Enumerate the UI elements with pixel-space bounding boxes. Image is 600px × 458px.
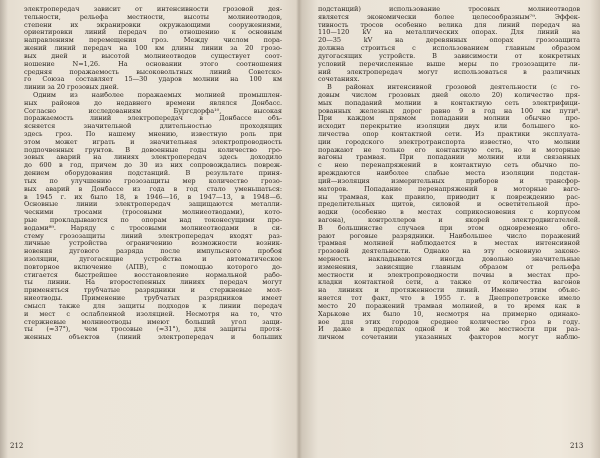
text-line: пределительных щитов, силовой и осветительной про- (318, 201, 580, 209)
left-page-text (24, 6, 282, 342)
text-line: няется тот факт, что в 1955 г. в Днепропетровске имело (318, 295, 580, 303)
text-line: зовых аварий на линиях электропередач здесь доходило (24, 154, 282, 162)
text-line: мых попаданий молнии в контактную сеть электрифици- (318, 99, 580, 107)
text-line: жений линий передач на 100 км длины линии за 20 грозо- (24, 45, 282, 53)
text-line: исходит перекрытие изоляции двух или большего ко- (318, 123, 580, 131)
text-line: тивность тросов особенно велика для линий передач на (318, 21, 580, 29)
text-line: вых дней и высотой молниеотводов существует соот- (24, 52, 282, 60)
text-line: подпочвенных грунтов. В довоенные годы количество гро- (24, 146, 282, 154)
text-line: 110—120 kV на металлических опорах. Для линий на (318, 29, 580, 37)
text-line: новения дугового разряда после импульсного пробоя (24, 248, 282, 256)
text-line: тых по улучшению грозозащиты мер количество грозо- (24, 177, 282, 185)
text-line: В большинстве случаев при этом одновременно обго- (318, 224, 580, 232)
text-line: личества опор контактной сети. Из практики эксплуата- (318, 131, 580, 138)
text-line: При каждом прямом попадании молнии обычно про- (318, 115, 580, 123)
text-line: электропередач зависит от интенсивности грозовой дея- (24, 6, 282, 13)
text-line: вреждаются наиболее слабые места изоляции подстан- (318, 170, 580, 178)
text-line: стему грозозащиты линий электропередач входят раз- (24, 232, 282, 240)
text-line: мерность накладываются иногда довольно значительные (318, 256, 580, 263)
text-line: применяться трубчатые разрядники и стержневые мол- (24, 287, 282, 295)
text-line: Основные линии электропередач защищаются металли- (24, 201, 282, 209)
text-line: ческими тросами (тросовыми молниеотводами), кото- (24, 209, 282, 217)
text-line: Согласно исследованиям Бургсдорфа¹⁰, высокая (24, 107, 282, 115)
text-line: кладки контактной сети, а также от количества вагонов (318, 279, 580, 287)
text-line: вагоны трамвая. При попадании молнии или связанных (318, 154, 580, 162)
text-line: средняя поражаемость высоковольтных линий Советско- (24, 68, 282, 76)
text-line: с нею перенапряжений в контактную сеть обычно по- (318, 162, 580, 170)
text-line: грозовой деятельности. Однако на эту основную законо- (318, 248, 580, 256)
text-line: го Союза составляет 15—30 ударов молнии на 100 км (24, 76, 282, 84)
text-line: степени их экранировки окружающими сооружениями, (24, 21, 282, 29)
text-line: ориентировки линий передач по отношению к основным (24, 29, 282, 37)
text-line: поражают не только его контактную сеть, но и моторные (318, 146, 580, 154)
text-line: Харькове их было 10, несмотря на примерно одинако- (318, 310, 580, 318)
text-line: трамвая молнией наблюдается в местах интенсивной (318, 240, 580, 248)
text-line: ных районов до недавнего времени являлся Донбасс. (24, 99, 282, 107)
text-line: в 1945 г. их было 18, в 1946—16, в 1947—13, в 1948—6. (24, 193, 282, 201)
text-line: на линиях и протяженности линий. Именно этим объяс- (318, 287, 580, 295)
text-line: сочетаниях. (318, 76, 360, 84)
text-line: ниеотводы. Применение трубчатых разрядников имеет (24, 295, 282, 303)
text-line: смысл также для защиты подходов к линии передач (24, 302, 282, 310)
text-line: здесь гроз. По нашему мнению, известную роль при (24, 131, 282, 138)
text-line: является экономически более целесообразным⁷⁹. Эффек- (318, 13, 580, 21)
text-line: вое для этих городов среднее количество гроз в году. (318, 318, 580, 326)
text-line: ношение N=1,26. На основании этого соотношения (24, 60, 282, 68)
text-line: вагона), контроллеров и якорей электродвигателей. (318, 216, 580, 224)
text-line: до 600 в год, причем до 30 из них сопровождались повреж- (24, 162, 282, 170)
text-line: рают роговые разрядники. Наибольшее число поражений (318, 232, 580, 240)
text-line: рые прокладываются по опорам над токонесущими про- (24, 216, 282, 224)
text-line: направлениям перемещения гроз. Между числом пора- (24, 37, 282, 45)
text-line: ны трамвая, как правило, приводит к повреждению рас- (318, 193, 580, 201)
text-line: личные устройства ограничению возможности возник- (24, 240, 282, 248)
text-line: тельности, рельефа местности, высоты молниеотводов, (24, 13, 282, 21)
text-line: ты линии. На второстепенных линиях передач могут (24, 279, 282, 287)
text-line: этом может играть и значительная электропроводность (24, 138, 282, 146)
text-line: стержневые молниеотводы имеют больший угол защи- (24, 318, 282, 326)
text-line: условий перечисленные выше меры по грозозащите ли- (318, 60, 580, 68)
text-line: местности и электропроводности почвы в местах про- (318, 271, 580, 279)
right-page-number: 213 (570, 442, 584, 450)
text-line: ты (≈37°), чем тросовые (≈31°), для защиты протя- (24, 326, 282, 334)
text-line: ции городского электротранспорта известно, что молнии (318, 138, 580, 146)
text-line: ний электропередач могут использоваться в различных (318, 68, 580, 76)
text-line: поражаемость линий электропередач в Донбассе объ- (24, 115, 282, 123)
text-line: женных объектов (линий электропередач и больших (24, 334, 282, 342)
text-line: дением оборудования подстанций. В результате приня- (24, 170, 282, 178)
left-page (24, 6, 282, 342)
text-line: и мест с ослабленной изоляцией. Несмотря на то, что (24, 310, 282, 318)
text-line: место 20 поражений трамвая молнией, в то время как в (318, 302, 580, 310)
text-line: ций—изоляция измерительных приборов и трансфор- (318, 177, 580, 185)
text-line: дугогасящих устройств. В зависимости от конкретных (318, 52, 580, 60)
text-line: стигается быстрейшее восстановление нормальной рабо- (24, 271, 282, 279)
left-page-number: 212 (10, 442, 24, 450)
text-line: В районах интенсивной грозовой деятельности (с го- (327, 84, 580, 92)
text-line: вых аварий в Донбассе из года в год стало уменьшаться: (24, 185, 282, 193)
text-line: маторов. Попадание перенапряжений в моторные ваго- (318, 185, 580, 193)
text-line: изменения, зависящие главным образом от рельефа (318, 263, 580, 271)
text-line: линии за 20 грозовых дней. (24, 84, 119, 92)
text-line: ясняется значительной длительностью проходящих (24, 123, 282, 131)
text-line: водки (особенно в местах соприкосновения с корпусом (318, 209, 580, 217)
text-line: довым числом грозовых дней около 20) количество пря- (318, 91, 580, 99)
text-line: водами⁸⁹. Наряду с тросовыми молниеотводами в си- (24, 224, 282, 232)
text-line: должна строиться с использованием главным образом (318, 45, 580, 53)
text-line: И даже в пределах одной и той же местности при раз- (318, 326, 580, 334)
right-page-text (318, 6, 580, 342)
text-line: Одним из наиболее поражаемых молнией промышлен- (33, 91, 282, 99)
right-page (318, 6, 580, 342)
text-line: 20—35 kV на деревянных опорах грозозащита (318, 37, 580, 45)
text-line: подстанций) использование тросовых молниеотводов (318, 6, 580, 13)
text-line: повторное включение (АПВ), с помощью которого до- (24, 263, 282, 271)
text-line: рованных железных дорог равно 9 в год на 100 км пути⁸. (318, 107, 580, 115)
text-line: личном сочетании указанных факторов могут наблю- (318, 334, 580, 342)
text-line: изоляции, дугогасящие устройства и автоматическое (24, 256, 282, 263)
